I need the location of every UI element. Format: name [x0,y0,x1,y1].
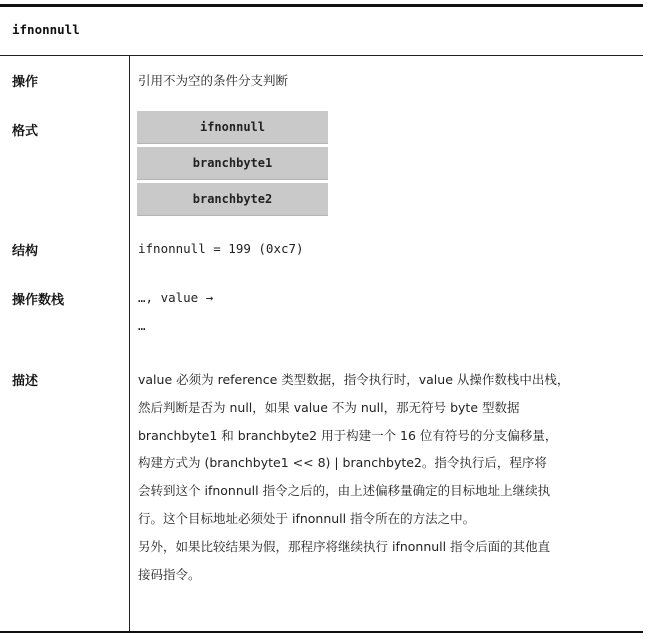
description-line: 另外，如果比较结果为假，那程序将继续执行 ifnonnull 指令后面的其他直 [138,538,551,554]
bottom-rule [0,631,643,633]
stack-label: 操作数栈 [12,293,65,308]
operation-value: 引用不为空的条件分支判断 [138,73,289,88]
structure-label: 结构 [12,244,39,259]
format-branchbyte2-box: branchbyte2 [137,183,328,216]
description-line: 会转到这个 ifnonnull 指令之后的，由上述偏移量确定的目标地址上继续执 [138,483,551,499]
column-divider [129,56,130,631]
instruction-title: ifnonnull [12,22,80,37]
description-line: value 必须为 reference 类型数据，指令执行时，value 从操作数栈中出栈， [138,372,570,387]
format-label: 格式 [12,124,39,139]
description-line: 行。这个目标地址必须处于 ifnonnull 指令所在的方法之中。 [138,510,476,526]
stack-before: …, value → [138,290,214,305]
structure-value: ifnonnull = 199 (0xc7) [138,241,304,256]
description-label: 描述 [12,374,39,389]
description-line: 然后判断是否为 null，如果 value 不为 null，那无符号 byte 型数据 [138,399,520,415]
description-line: 接码指令。 [138,566,201,582]
stack-after: … [138,318,146,333]
description-line: branchbyte1 和 branchbyte2 用于构建一个 16 位有符号的分支偏移量， [138,427,558,443]
format-opcode-box: ifnonnull [137,111,328,144]
top-rule [0,4,643,7]
description-line: 构建方式为 (branchbyte1 << 8) | branchbyte2。指令执行后，程序将 [138,455,547,471]
operation-label: 操作 [12,75,39,90]
header-rule [0,55,643,56]
description-text [138,366,643,588]
format-branchbyte1-box: branchbyte1 [137,147,328,180]
